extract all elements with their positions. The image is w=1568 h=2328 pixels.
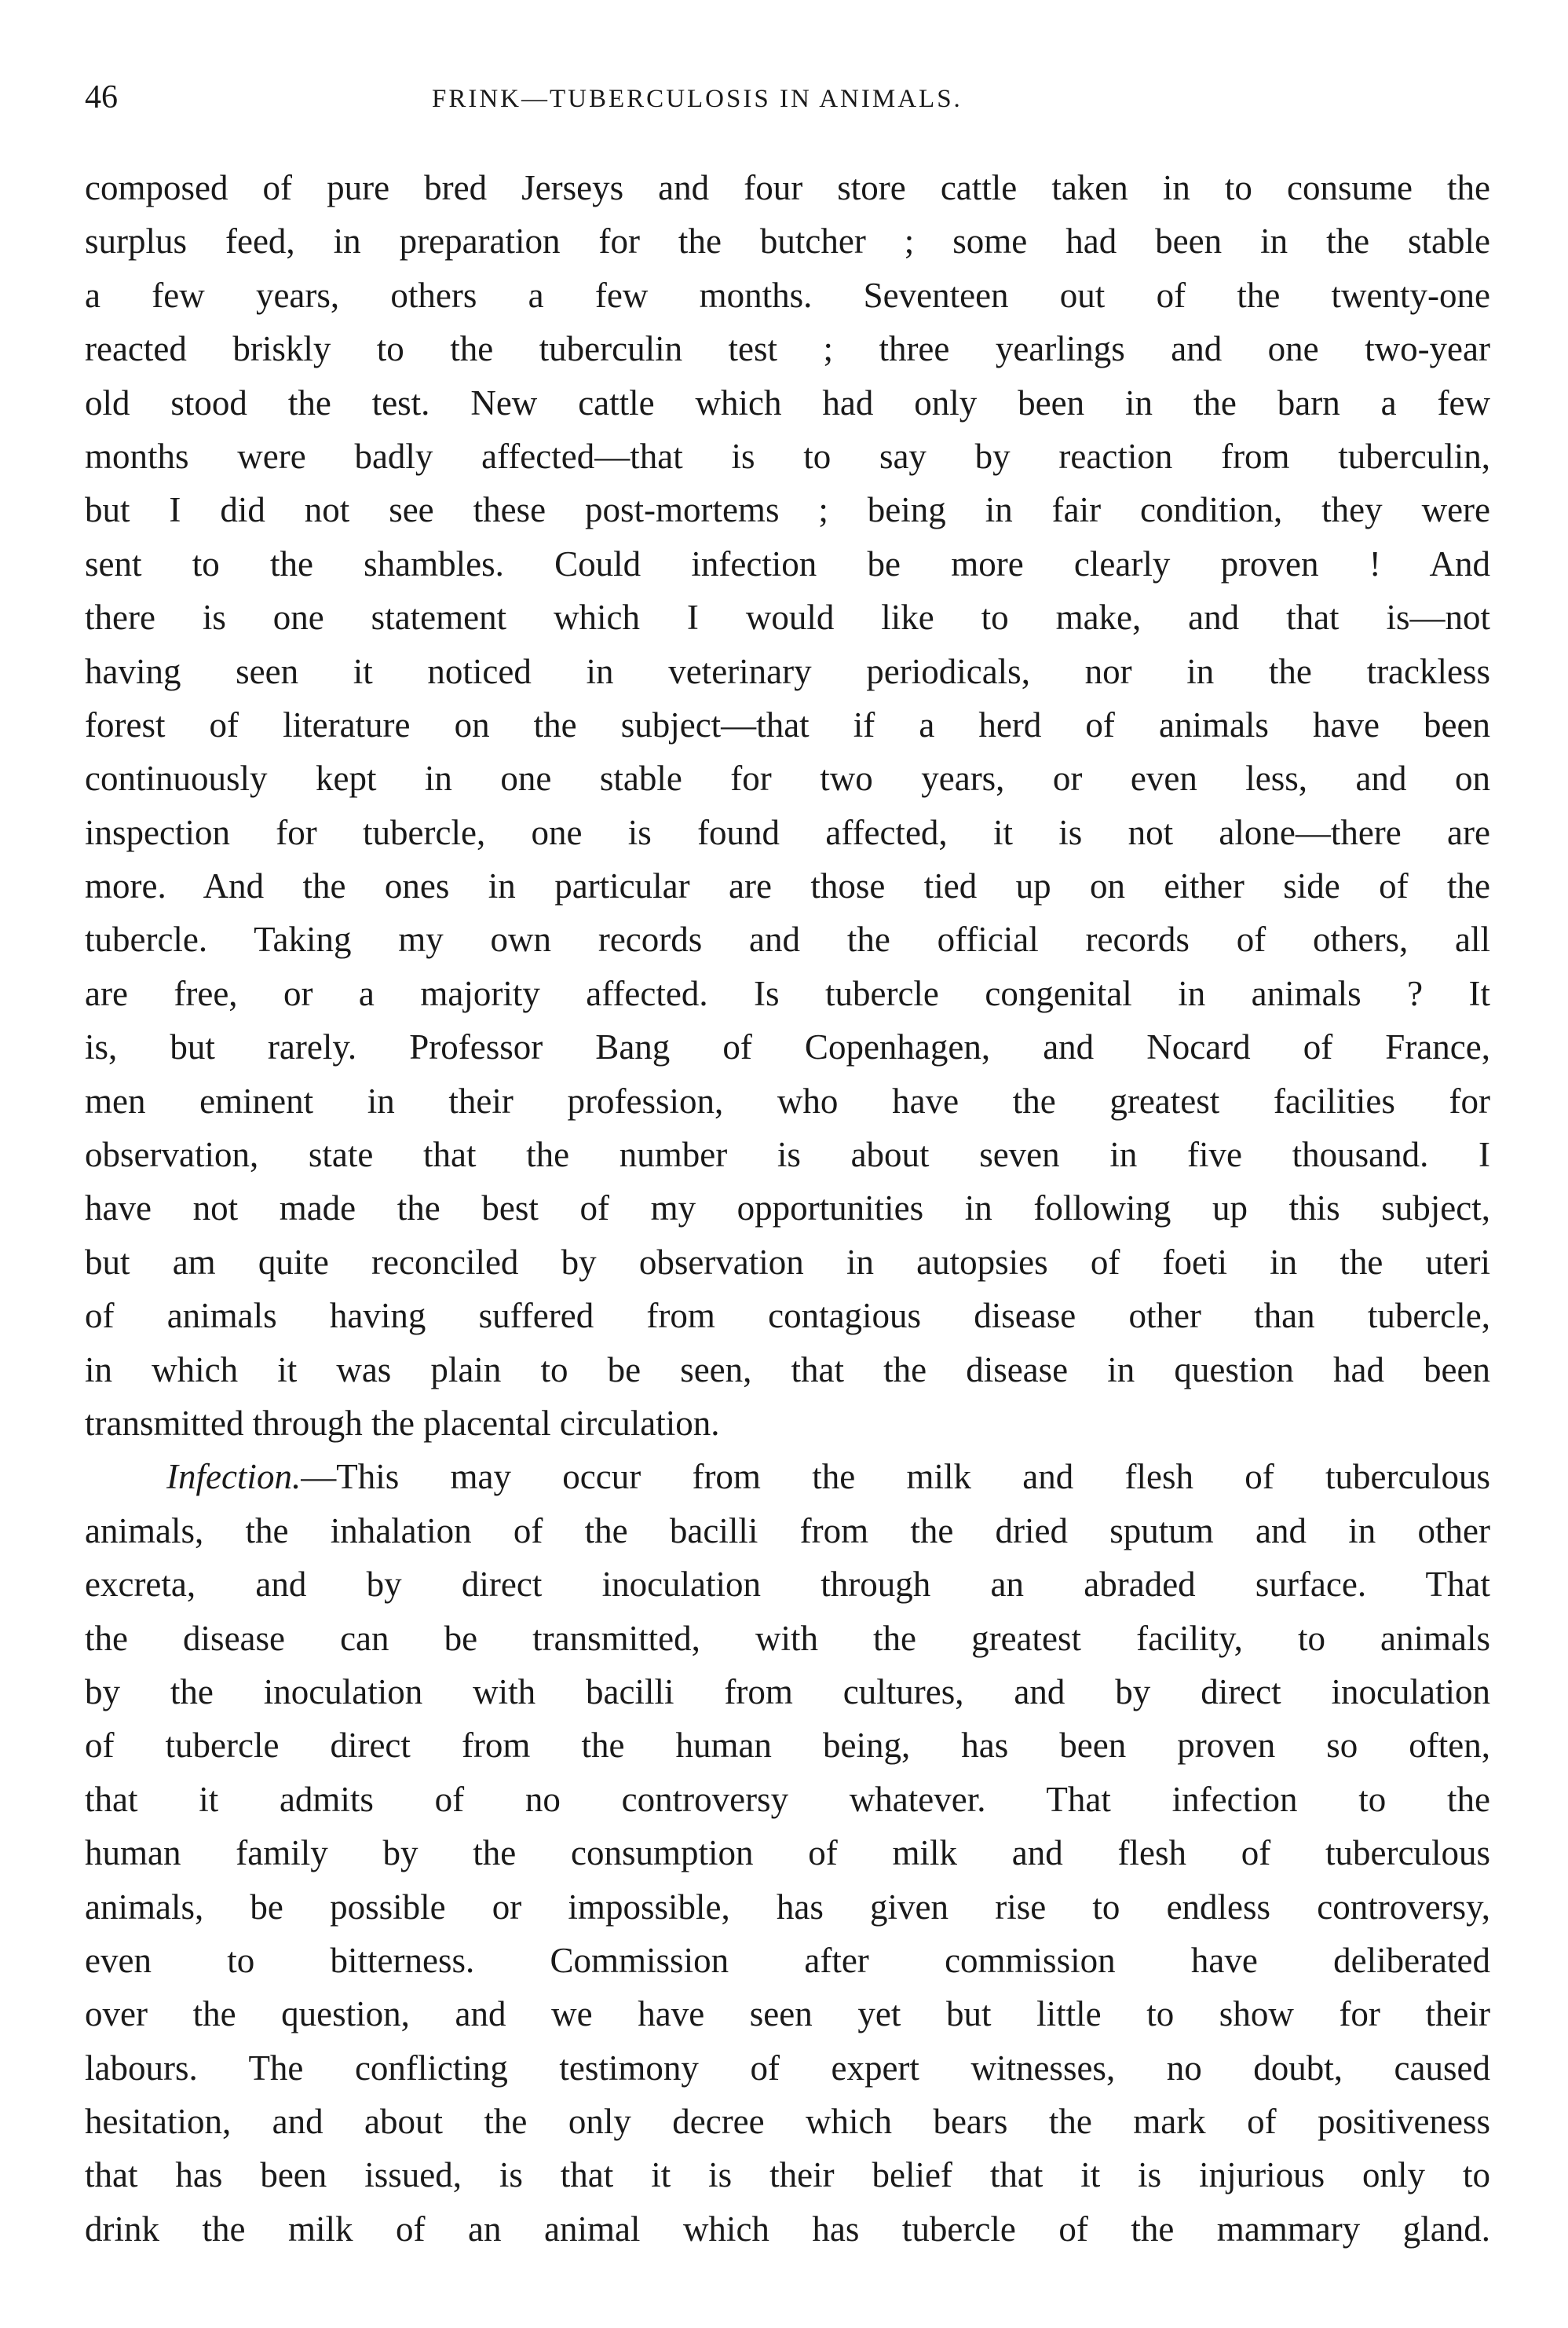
text-line: human family by the consumption of milk and flesh of tuberculous (85, 1833, 1490, 1873)
text-line: excreta, and by direct inoculation through an abraded surface. That (85, 1565, 1490, 1605)
text-line: a few years, others a few months. Seventeen out of the twenty-one (85, 275, 1490, 315)
text-line: hesitation, and about the only decree which bears the mark of positiveness (85, 2102, 1490, 2142)
text-line: the disease can be transmitted, with the greatest facility, to animals (85, 1618, 1490, 1658)
text-line: even to bitterness. Commission after commission have deliberated (85, 1940, 1490, 1980)
text-line: men eminent in their profession, who have the greatest facilities for (85, 1081, 1490, 1121)
text-line: is, but rarely. Professor Bang of Copenhagen, and Nocard of France, (85, 1027, 1490, 1067)
text-line: transmitted through the placental circulation. (85, 1403, 720, 1443)
text-line: old stood the test. New cattle which had only been in the barn a few (85, 383, 1490, 423)
text-line (85, 1450, 1490, 1503)
running-title: FRINK—TUBERCULOSIS IN ANIMALS. (432, 85, 963, 113)
text-line: having seen it noticed in veterinary periodicals, nor in the trackless (85, 651, 1490, 691)
text-line: animals, be possible or impossible, has given rise to endless controversy, (85, 1887, 1490, 1927)
text-line: of tubercle direct from the human being, has been proven so often, (85, 1726, 1490, 1766)
text-line: tubercle. Taking my own records and the official records of others, all (85, 920, 1490, 960)
text-line: composed of pure bred Jerseys and four store cattle taken in to consume the (85, 168, 1490, 207)
text-run: —This may occur from the milk and flesh of tuberculous (301, 1457, 1490, 1497)
text-line: labours. The conflicting testimony of expert witnesses, no doubt, caused (85, 2048, 1490, 2088)
text-line: reacted briskly to the tuberculin test ; three yearlings and one two-year (85, 329, 1490, 369)
text-line: surplus feed, in preparation for the butcher ; some had been in the stable (85, 221, 1490, 262)
text-line: sent to the shambles. Could infection be more clearly proven ! And (85, 544, 1490, 584)
page-number: 46 (85, 79, 118, 115)
text-line: that it admits of no controversy whatever. That infection to the (85, 1779, 1490, 1819)
text-line: but am quite reconciled by observation in autopsies of foeti in the uteri (85, 1242, 1490, 1282)
text-line: there is one statement which I would like to make, and that is—not (85, 598, 1490, 638)
text-line: in which it was plain to be seen, that the disease in question had been (85, 1349, 1490, 1389)
paragraph-1 (85, 161, 1490, 1450)
text-line: continuously kept in one stable for two years, or even less, and on (85, 759, 1490, 799)
text-line: have not made the best of my opportunities in following up this subject, (85, 1188, 1490, 1228)
text-line: that has been issued, is that it is their belief that it is injurious only to (85, 2155, 1490, 2195)
text-line: more. And the ones in particular are those tied up on either side of the (85, 866, 1490, 906)
text-line: drink the milk of an animal which has tubercle of the mammary gland. (85, 2209, 1490, 2249)
text-line: of animals having suffered from contagious disease other than tubercle, (85, 1296, 1490, 1336)
text-line: by the inoculation with bacilli from cultures, and by direct inoculation (85, 1671, 1490, 1711)
text-line: observation, state that the number is about seven in five thousand. I (85, 1135, 1490, 1175)
running-head (85, 74, 1490, 121)
text-line: forest of literature on the subject—that if a herd of animals have been (85, 705, 1490, 745)
section-heading-infection: Infection. (166, 1457, 302, 1497)
text-line: are free, or a majority affected. Is tubercle congenital in animals ? It (85, 973, 1490, 1013)
body-text (85, 161, 1490, 2256)
text-line: inspection for tubercle, one is found affected, it is not alone—there are (85, 812, 1490, 852)
text-line: over the question, and we have seen yet but little to show for their (85, 1994, 1490, 2034)
text-line: but I did not see these post-mortems ; being in fair condition, they were (85, 490, 1490, 530)
text-line: animals, the inhalation of the bacilli from the dried sputum and in other (85, 1510, 1490, 1550)
paragraph-2 (85, 1450, 1490, 2256)
text-line: months were badly affected—that is to say by reaction from tuberculin, (85, 436, 1490, 476)
